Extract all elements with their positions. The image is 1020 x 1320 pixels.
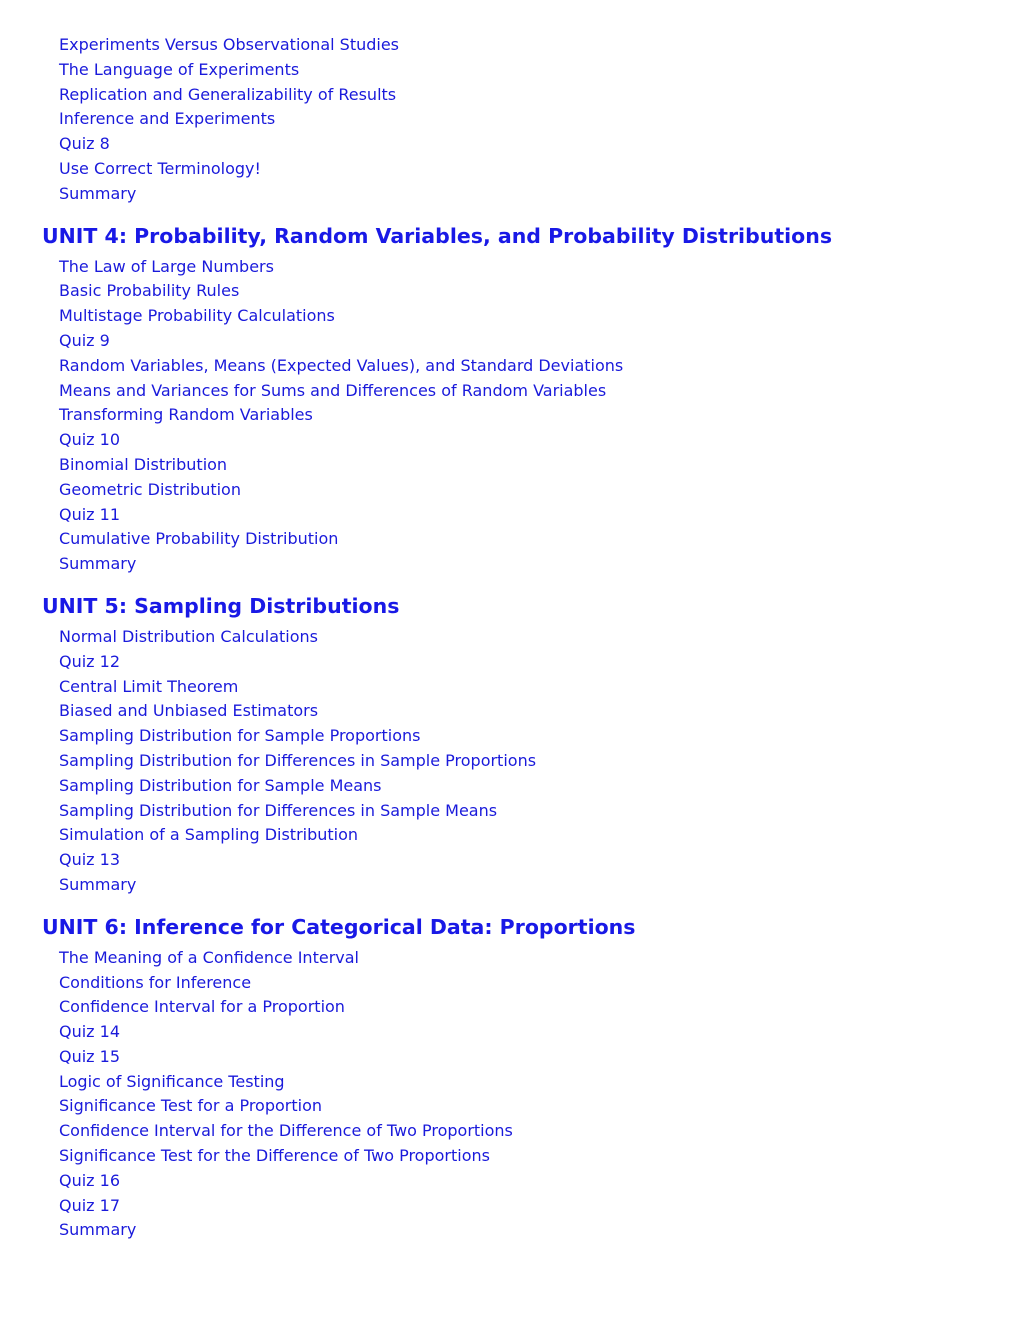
list-item	[59, 453, 1020, 478]
list-item	[59, 1070, 1020, 1095]
section-spacer	[42, 577, 1020, 592]
topic-link[interactable]: Quiz 10	[59, 430, 121, 450]
list-item	[59, 132, 1020, 157]
list-item	[59, 971, 1020, 996]
list-item	[59, 675, 1020, 700]
list-item	[59, 995, 1020, 1020]
list-item	[59, 946, 1020, 971]
list-item	[59, 403, 1020, 428]
topic-link[interactable]: Sampling Distribution for Sample Means	[59, 775, 382, 795]
toc-section	[42, 33, 1020, 207]
unit-heading: UNIT 4: Probability, Random Variables, and Probability Distributions	[42, 223, 833, 248]
list-item	[59, 799, 1020, 824]
topic-link[interactable]: Summary	[59, 554, 137, 574]
topic-list	[42, 255, 1020, 577]
list-item	[59, 329, 1020, 354]
topic-link[interactable]: Cumulative Probability Distribution	[59, 529, 339, 549]
list-item	[59, 774, 1020, 799]
list-item	[59, 1045, 1020, 1070]
topic-link[interactable]: Normal Distribution Calculations	[59, 626, 318, 646]
list-item	[59, 1144, 1020, 1169]
topic-list	[42, 33, 1020, 207]
topic-list	[42, 625, 1020, 898]
list-item	[59, 625, 1020, 650]
list-item	[59, 1218, 1020, 1243]
topic-link[interactable]: Random Variables, Means (Expected Values), and Standard Deviations	[59, 355, 624, 375]
toc-section	[42, 577, 1020, 898]
list-item	[59, 650, 1020, 675]
list-item	[59, 107, 1020, 132]
topic-link[interactable]: Sampling Distribution for Differences in Sample Means	[59, 800, 498, 820]
toc-section	[42, 207, 1020, 577]
list-item	[59, 354, 1020, 379]
list-item	[59, 33, 1020, 58]
list-item	[59, 83, 1020, 108]
topic-link[interactable]: Transforming Random Variables	[59, 405, 313, 425]
list-item	[59, 724, 1020, 749]
topic-link[interactable]: Use Correct Terminology!	[59, 158, 261, 178]
topic-link[interactable]: Biased and Unbiased Estimators	[59, 701, 319, 721]
topic-link[interactable]: Summary	[59, 1220, 137, 1240]
topic-link[interactable]: Significance Test for the Difference of Two Proportions	[59, 1146, 490, 1166]
topic-link[interactable]: Significance Test for a Proportion	[59, 1096, 323, 1116]
topic-link[interactable]: Quiz 16	[59, 1170, 121, 1190]
list-item	[59, 749, 1020, 774]
list-item	[59, 1020, 1020, 1045]
topic-link[interactable]: Quiz 11	[59, 504, 121, 524]
topic-link[interactable]: Sampling Distribution for Sample Proportions	[59, 726, 421, 746]
topic-link[interactable]: Confidence Interval for the Difference of Two Proportions	[59, 1121, 513, 1141]
list-item	[59, 503, 1020, 528]
topic-link[interactable]: The Law of Large Numbers	[59, 256, 274, 276]
section-spacer	[42, 898, 1020, 913]
list-item	[59, 699, 1020, 724]
topic-link[interactable]: Quiz 14	[59, 1022, 121, 1042]
topic-link[interactable]: Central Limit Theorem	[59, 676, 239, 696]
topic-link[interactable]: Sampling Distribution for Differences in Sample Proportions	[59, 750, 537, 770]
topic-link[interactable]: Quiz 17	[59, 1195, 121, 1215]
list-item	[59, 478, 1020, 503]
topic-list	[42, 946, 1020, 1244]
list-item	[59, 527, 1020, 552]
topic-link[interactable]: Quiz 15	[59, 1046, 121, 1066]
list-item	[59, 848, 1020, 873]
list-item	[59, 552, 1020, 577]
list-item	[59, 279, 1020, 304]
topic-link[interactable]: Confidence Interval for a Proportion	[59, 997, 345, 1017]
topic-link[interactable]: Quiz 13	[59, 850, 121, 870]
topic-link[interactable]: Quiz 12	[59, 651, 121, 671]
topic-link[interactable]: Geometric Distribution	[59, 479, 241, 499]
topic-link[interactable]: Quiz 8	[59, 134, 110, 154]
list-item	[59, 823, 1020, 848]
list-item	[59, 58, 1020, 83]
topic-link[interactable]: Inference and Experiments	[59, 109, 276, 129]
topic-link[interactable]: Summary	[59, 874, 137, 894]
toc-section	[42, 898, 1020, 1244]
list-item	[59, 255, 1020, 280]
topic-link[interactable]: Basic Probability Rules	[59, 281, 240, 301]
list-item	[59, 1094, 1020, 1119]
topic-link[interactable]: Conditions for Inference	[59, 972, 252, 992]
list-item	[59, 304, 1020, 329]
list-item	[59, 1194, 1020, 1219]
topic-link[interactable]: The Language of Experiments	[59, 59, 300, 79]
topic-link[interactable]: Binomial Distribution	[59, 454, 228, 474]
topic-link[interactable]: Logic of Significance Testing	[59, 1071, 285, 1091]
unit-heading: UNIT 5: Sampling Distributions	[42, 593, 400, 618]
list-item	[59, 1119, 1020, 1144]
topic-link[interactable]: The Meaning of a Confidence Interval	[59, 947, 359, 967]
topic-link[interactable]: Replication and Generalizability of Results	[59, 84, 397, 104]
topic-link[interactable]: Experiments Versus Observational Studies	[59, 35, 400, 54]
topic-link[interactable]: Quiz 9	[59, 330, 110, 350]
section-spacer	[42, 207, 1020, 222]
topic-link[interactable]: Summary	[59, 183, 137, 203]
list-item	[59, 157, 1020, 182]
topic-link[interactable]: Multistage Probability Calculations	[59, 306, 335, 326]
unit-heading: UNIT 6: Inference for Categorical Data: Proportions	[42, 914, 636, 939]
topic-link[interactable]: Means and Variances for Sums and Differences of Random Variables	[59, 380, 607, 400]
list-item	[59, 1169, 1020, 1194]
list-item	[59, 182, 1020, 207]
list-item	[59, 379, 1020, 404]
list-item	[59, 428, 1020, 453]
list-item	[59, 873, 1020, 898]
topic-link[interactable]: Simulation of a Sampling Distribution	[59, 825, 359, 845]
